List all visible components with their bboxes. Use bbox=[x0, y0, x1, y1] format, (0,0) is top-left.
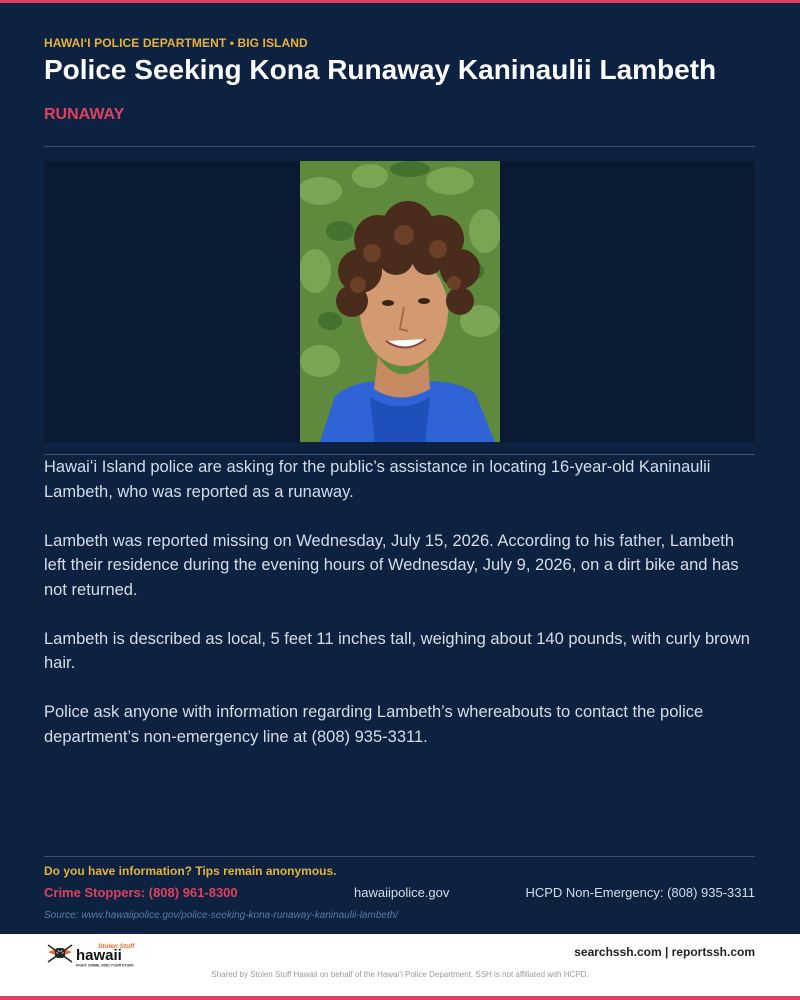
crime-stoppers-phone[interactable]: Crime Stoppers: (808) 961-8300 bbox=[44, 885, 238, 900]
logo-main-text: hawaii bbox=[76, 947, 122, 964]
footer-disclaimer: Shared by Stolen Stuff Hawaii on behalf of the Hawaiʻi Police Department. SSH is not affiliated with HCPD. bbox=[211, 970, 589, 979]
article-body bbox=[44, 455, 756, 774]
divider bbox=[44, 856, 755, 857]
divider bbox=[44, 146, 755, 147]
police-website-link[interactable]: hawaiipolice.gov bbox=[354, 885, 450, 900]
page-title: Police Seeking Kona Runaway Kaninaulii Lambeth bbox=[44, 54, 717, 85]
bottom-accent-bar bbox=[0, 996, 800, 1000]
category-label: RUNAWAY bbox=[44, 106, 125, 123]
article-paragraph: Lambeth was reported missing on Wednesday, July 15, 2026. According to his father, Lambeth left their residence during the evening hours of Wednesday, July 9, 2026, on a dirt bike and has not returned. bbox=[44, 531, 739, 599]
logo-top-text: Stolen Stuff bbox=[98, 943, 135, 950]
article-paragraph: Lambeth is described as local, 5 feet 11 inches tall, weighing about 140 pounds, with curly brown hair. bbox=[44, 629, 750, 672]
non-emergency-phone[interactable]: HCPD Non-Emergency: (808) 935-3311 bbox=[525, 885, 755, 900]
top-accent-bar bbox=[0, 0, 800, 3]
stolen-stuff-hawaii-logo[interactable] bbox=[46, 940, 156, 968]
article-paragraph: Hawaiʻi Island police are asking for the public’s assistance in locating 16-year-old Kaninaulii Lambeth, who was reported as a runaway. bbox=[44, 458, 711, 501]
footer-links[interactable]: searchssh.com | reportssh.com bbox=[574, 945, 755, 959]
logo-emblem-icon bbox=[48, 945, 72, 962]
logo-tagline: FIGHT CRIME. FIND YOUR STUFF. bbox=[76, 963, 135, 968]
source-link[interactable]: Source: www.hawaiipolice.gov/police-seeking-kona-runaway-kaninaulii-lambeth/ bbox=[44, 910, 399, 921]
article-paragraph: Police ask anyone with information regarding Lambeth’s whereabouts to contact the police department’s non-emergency line at (808) 935-3311. bbox=[44, 703, 704, 746]
department-kicker: HAWAIʻI POLICE DEPARTMENT • BIG ISLAND bbox=[44, 36, 308, 50]
subject-photo bbox=[300, 161, 500, 442]
tips-question: Do you have information? Tips remain anonymous. bbox=[44, 864, 337, 878]
